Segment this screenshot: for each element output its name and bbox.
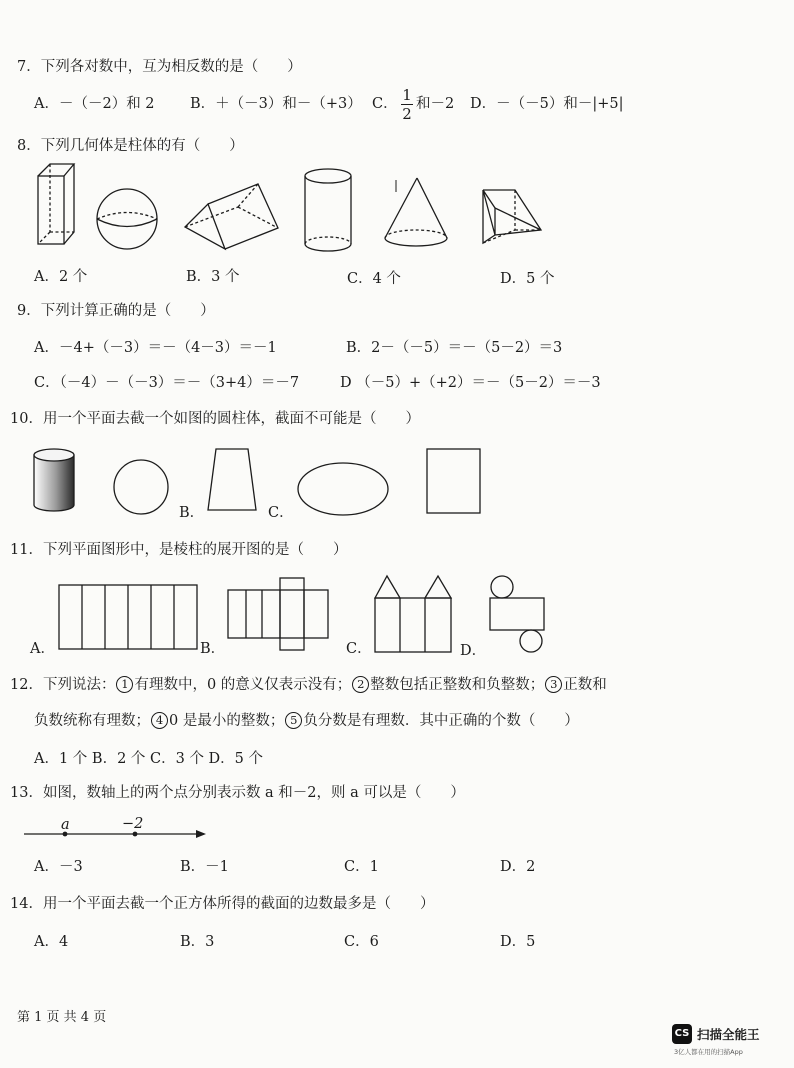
- q14-option-c: C．6: [344, 934, 379, 950]
- q7-fraction-numerator: 1: [402, 86, 412, 104]
- shaded-cylinder-figure: [30, 446, 78, 516]
- q12-statement-1: 有理数中，0 的意义仅表示没有；: [134, 677, 352, 693]
- q11-option-a: A．: [30, 641, 55, 657]
- q12-intro: 12．下列说法：: [10, 677, 116, 693]
- triangular-prism-figure: [180, 180, 295, 255]
- q13-option-b: B．－1: [180, 859, 229, 875]
- q13-option-c: C．1: [344, 859, 379, 875]
- number-line-label-a: a: [61, 817, 70, 833]
- brand-tagline: 3亿人都在用的扫描App: [674, 1048, 743, 1056]
- q8-option-d: D．5 个: [500, 271, 555, 287]
- q9-option-c: C．（－4）－（－3）＝－（3+4）＝－7: [34, 375, 300, 391]
- net-d-figure: [486, 574, 550, 656]
- rectangle-section-figure: [424, 446, 484, 518]
- q7-option-b: B．＋（－3）和－（+3）: [190, 96, 362, 112]
- q13-option-a: A．－3: [34, 859, 83, 875]
- circled-number-3: 3: [545, 676, 562, 693]
- q7-stem: 7．下列各对数中，互为相反数的是（ ）: [17, 59, 302, 75]
- q13-stem: 13．如图，数轴上的两个点分别表示数 a 和－2，则 a 可以是（ ）: [10, 785, 465, 801]
- circled-number-1: 1: [116, 676, 133, 693]
- q8-stem: 8．下列几何体是柱体的有（ ）: [17, 138, 244, 154]
- circle-section-figure: [112, 458, 170, 516]
- q10-option-b: B．: [179, 505, 205, 521]
- number-line-figure: [22, 814, 212, 846]
- q14-stem: 14．用一个平面去截一个正方体所得的截面的边数最多是（ ）: [10, 896, 435, 912]
- q14-option-d: D．5: [500, 934, 536, 950]
- circled-number-4: 4: [151, 712, 168, 729]
- q9-option-d: D （－5）+（+2）＝－（5－2）＝－3: [340, 375, 601, 391]
- q14-option-a: A．4: [34, 934, 69, 950]
- triangular-prism-2-figure: [475, 186, 545, 248]
- q11-option-c: C．: [346, 641, 372, 657]
- rectangular-prism-figure: [30, 160, 78, 250]
- q9-option-b: B．2－（－5）＝－（5－2）＝3: [346, 340, 563, 356]
- q10-option-c: C．: [268, 505, 294, 521]
- q9-option-a: A．－4+（－3）＝－（4－3）＝－1: [34, 340, 277, 356]
- brand-name: 扫描全能王: [697, 1027, 760, 1042]
- q12-statement-2: 整数包括正整数和负整数；: [370, 677, 545, 693]
- q12-line-2: [34, 712, 579, 730]
- net-c-figure: [372, 572, 454, 656]
- q7-option-c-prefix: C．: [372, 96, 398, 112]
- q7-fraction-denominator: 2: [402, 105, 412, 123]
- net-a-figure: [56, 582, 201, 654]
- q11-option-d: D．: [460, 643, 487, 659]
- net-b-figure: [224, 574, 334, 654]
- cylinder-figure: [302, 166, 358, 258]
- q11-option-b: B．: [200, 641, 226, 657]
- q12-options: A．1 个 B．2 个 C．3 个 D．5 个: [34, 751, 264, 767]
- ellipse-section-figure: [296, 460, 392, 518]
- q9-stem: 9．下列计算正确的是（ ）: [17, 303, 215, 319]
- sphere-figure: [94, 188, 164, 258]
- trapezoid-section-figure: [204, 446, 260, 514]
- q13-option-d: D．2: [500, 859, 536, 875]
- q10-stem: 10．用一个平面去截一个如图的圆柱体，截面不可能是（ ）: [10, 411, 420, 427]
- q7-option-c-suffix: 和－2: [416, 96, 455, 112]
- q12-statement-4: 0 是最小的整数；: [169, 713, 285, 729]
- circled-number-2: 2: [352, 676, 369, 693]
- q12-line-1: [10, 676, 607, 694]
- q7-option-a: A．－（－2）和 2: [34, 96, 155, 112]
- page-number: 第 1 页 共 4 页: [17, 1010, 107, 1025]
- q8-option-c: C．4 个: [347, 271, 401, 287]
- q12-statement-3: 正数和: [563, 677, 607, 693]
- number-line-label-minus-2: −2: [122, 816, 144, 832]
- q11-stem: 11．下列平面图形中，是棱柱的展开图的是（ ）: [10, 542, 348, 558]
- q7-option-d: D．－（－5）和－|+5|: [470, 96, 624, 112]
- q8-option-a: A．2 个: [34, 269, 88, 285]
- q8-option-b: B．3 个: [186, 269, 240, 285]
- camscanner-logo-icon: CS: [672, 1024, 692, 1044]
- cone-figure: [380, 172, 452, 256]
- q12-statement-5: 负分数是有理数．其中正确的个数（ ）: [303, 713, 579, 729]
- q14-option-b: B．3: [180, 934, 215, 950]
- circled-number-5: 5: [285, 712, 302, 729]
- q12-statement-3-cont: 负数统称有理数；: [34, 713, 150, 729]
